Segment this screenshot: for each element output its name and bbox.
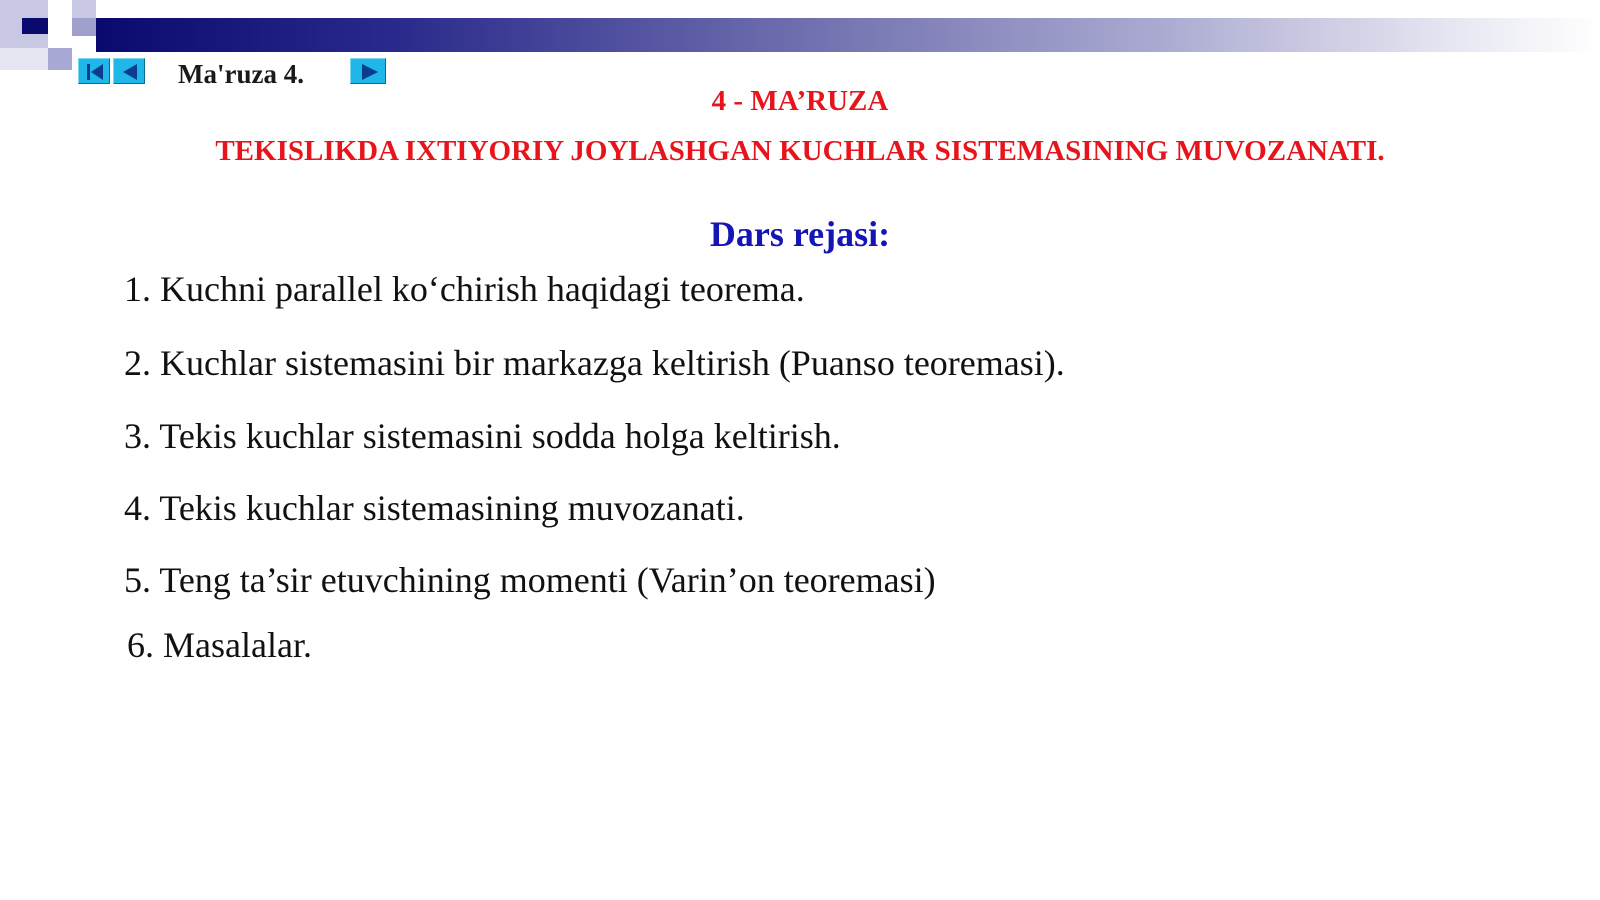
- plan-heading: Dars rejasi:: [709, 214, 891, 254]
- decor-square: [0, 48, 48, 70]
- decor-square: [22, 18, 48, 34]
- next-slide-button[interactable]: [350, 58, 386, 84]
- first-slide-icon: [79, 59, 111, 85]
- previous-slide-icon: [114, 59, 146, 85]
- plan-item: 2. Kuchlar sistemasini bir markazga keltirish (Puanso teoremasi).: [124, 343, 1065, 383]
- lecture-label: Ma'ruza 4.: [178, 59, 304, 89]
- decor-square: [48, 48, 72, 70]
- next-slide-icon: [351, 59, 387, 85]
- decor-square: [48, 0, 72, 18]
- first-slide-button[interactable]: [78, 58, 110, 84]
- decor-square: [72, 0, 96, 18]
- plan-item: 1. Kuchni parallel ko‘chirish haqidagi teorema.: [124, 269, 805, 309]
- header-gradient-bar: [96, 18, 1600, 52]
- plan-item: 4. Tekis kuchlar sistemasining muvozanati.: [124, 488, 745, 528]
- plan-item: 3. Tekis kuchlar sistemasini sodda holga keltirish.: [124, 416, 841, 456]
- plan-item: 5. Teng ta’sir etuvchining momenti (Varin’on teoremasi): [124, 560, 936, 600]
- lecture-number: 4 - MA’RUZA: [711, 85, 889, 117]
- decor-square: [72, 18, 96, 36]
- lecture-title: TEKISLIKDA IXTIYORIY JOYLASHGAN KUCHLAR SISTEMASINING MUVOZANATI.: [215, 135, 1385, 167]
- previous-slide-button[interactable]: [113, 58, 145, 84]
- plan-item: 6. Masalalar.: [127, 625, 312, 665]
